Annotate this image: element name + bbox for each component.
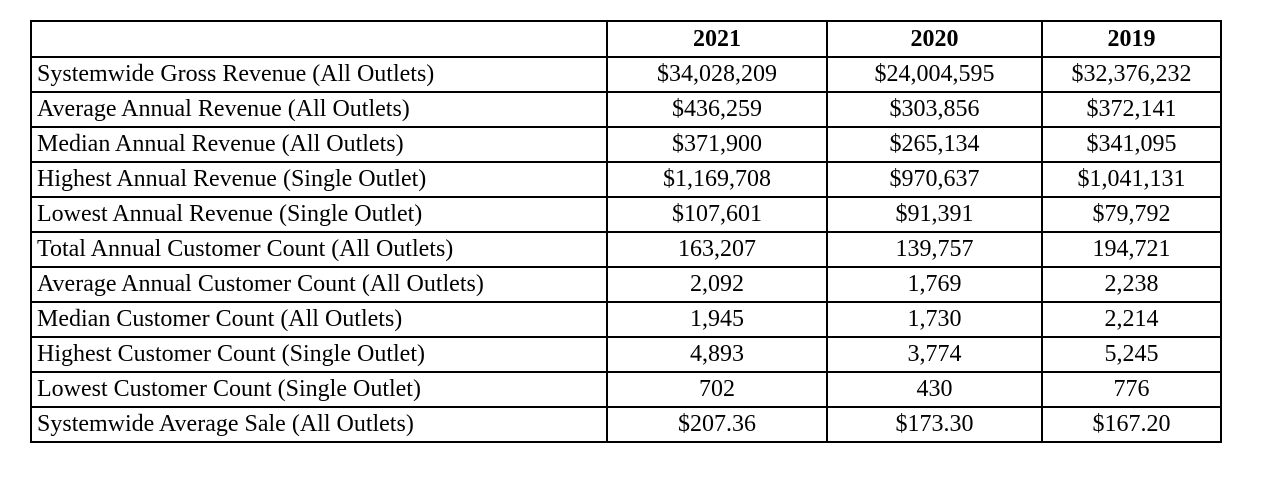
cell-2021: $1,169,708 (607, 162, 827, 197)
row-label: Highest Customer Count (Single Outlet) (31, 337, 607, 372)
cell-2021: 4,893 (607, 337, 827, 372)
cell-2020: 3,774 (827, 337, 1042, 372)
row-label: Total Annual Customer Count (All Outlets) (31, 232, 607, 267)
cell-2021: $207.36 (607, 407, 827, 442)
cell-2020: $265,134 (827, 127, 1042, 162)
row-label: Lowest Annual Revenue (Single Outlet) (31, 197, 607, 232)
table-row (31, 337, 1221, 372)
table-row (31, 57, 1221, 92)
cell-2020: 1,769 (827, 267, 1042, 302)
table-body (31, 57, 1221, 442)
table-row (31, 407, 1221, 442)
cell-2019: 2,238 (1042, 267, 1221, 302)
row-label: Lowest Customer Count (Single Outlet) (31, 372, 607, 407)
cell-2019: 5,245 (1042, 337, 1221, 372)
header-blank (31, 21, 607, 57)
cell-2019: 2,214 (1042, 302, 1221, 337)
cell-2020: $91,391 (827, 197, 1042, 232)
cell-2020: $970,637 (827, 162, 1042, 197)
table-row (31, 92, 1221, 127)
row-label: Highest Annual Revenue (Single Outlet) (31, 162, 607, 197)
cell-2020: 1,730 (827, 302, 1042, 337)
cell-2021: $107,601 (607, 197, 827, 232)
table-row (31, 372, 1221, 407)
cell-2019: $372,141 (1042, 92, 1221, 127)
row-label: Median Annual Revenue (All Outlets) (31, 127, 607, 162)
cell-2019: 776 (1042, 372, 1221, 407)
cell-2019: $32,376,232 (1042, 57, 1221, 92)
header-year-2021: 2021 (607, 21, 827, 57)
table-row (31, 162, 1221, 197)
cell-2021: 1,945 (607, 302, 827, 337)
row-label: Systemwide Average Sale (All Outlets) (31, 407, 607, 442)
row-label: Systemwide Gross Revenue (All Outlets) (31, 57, 607, 92)
header-year-2020: 2020 (827, 21, 1042, 57)
cell-2019: $1,041,131 (1042, 162, 1221, 197)
row-label: Median Customer Count (All Outlets) (31, 302, 607, 337)
cell-2019: 194,721 (1042, 232, 1221, 267)
table-row (31, 127, 1221, 162)
cell-2021: $371,900 (607, 127, 827, 162)
row-label: Average Annual Revenue (All Outlets) (31, 92, 607, 127)
table-container (30, 20, 1222, 443)
cell-2021: 163,207 (607, 232, 827, 267)
cell-2021: 2,092 (607, 267, 827, 302)
cell-2020: $173.30 (827, 407, 1042, 442)
revenue-table (30, 20, 1222, 443)
cell-2019: $341,095 (1042, 127, 1221, 162)
cell-2021: $436,259 (607, 92, 827, 127)
cell-2020: 430 (827, 372, 1042, 407)
header-row (31, 21, 1221, 57)
cell-2020: $24,004,595 (827, 57, 1042, 92)
cell-2021: $34,028,209 (607, 57, 827, 92)
row-label: Average Annual Customer Count (All Outlets) (31, 267, 607, 302)
cell-2020: 139,757 (827, 232, 1042, 267)
cell-2019: $79,792 (1042, 197, 1221, 232)
header-year-2019: 2019 (1042, 21, 1221, 57)
table-row (31, 267, 1221, 302)
table-row (31, 197, 1221, 232)
table-row (31, 302, 1221, 337)
cell-2021: 702 (607, 372, 827, 407)
cell-2020: $303,856 (827, 92, 1042, 127)
table-row (31, 232, 1221, 267)
cell-2019: $167.20 (1042, 407, 1221, 442)
